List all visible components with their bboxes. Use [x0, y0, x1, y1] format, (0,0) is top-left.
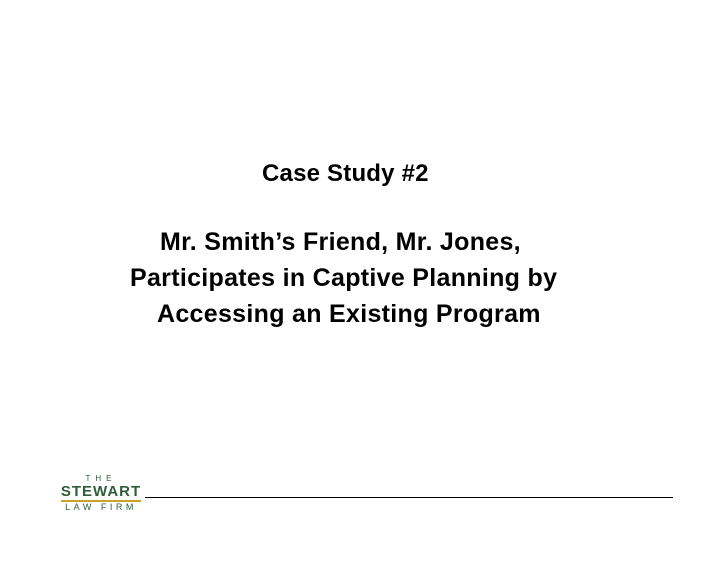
subtitle-line-2: Participates in Captive Planning by — [130, 264, 558, 292]
logo-law-firm-text: LAW FIRM — [65, 502, 137, 512]
case-study-title: Case Study #2 — [262, 160, 429, 187]
footer-divider — [145, 497, 673, 498]
logo-stewart-text: STEWART — [60, 483, 142, 500]
subtitle-line-1: Mr. Smith’s Friend, Mr. Jones, — [160, 228, 521, 256]
subtitle-line-3: Accessing an Existing Program — [157, 300, 541, 328]
stewart-law-firm-logo — [59, 474, 143, 518]
logo-the-text: THE — [85, 474, 117, 483]
